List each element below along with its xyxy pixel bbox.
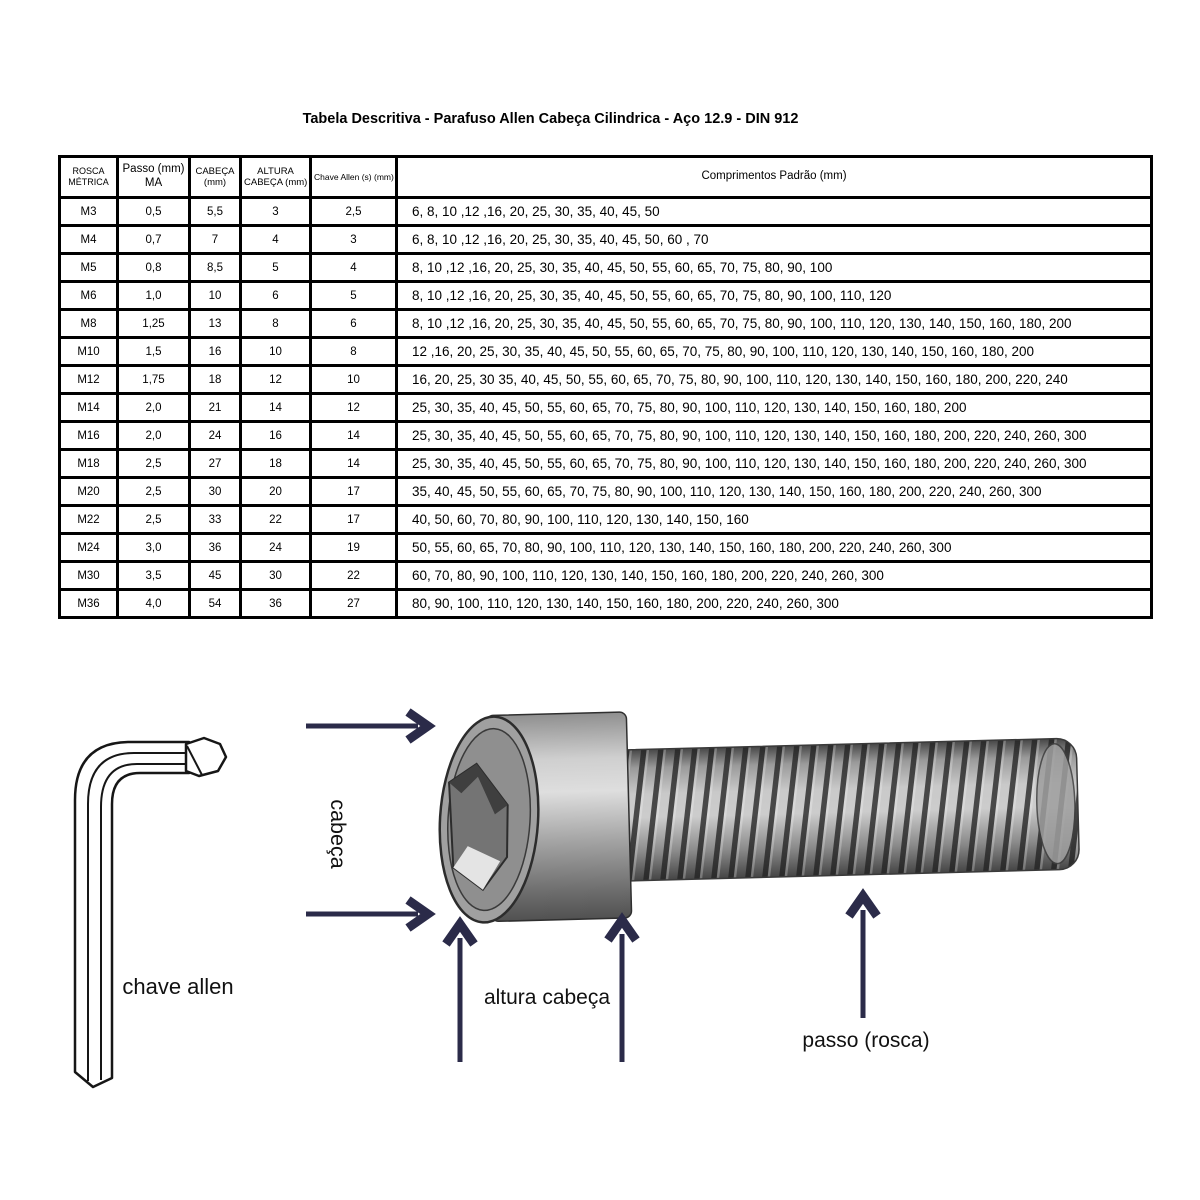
cell-passo: 1,25 [118, 310, 190, 338]
cell-altura: 4 [241, 226, 311, 254]
cell-cabeca: 13 [190, 310, 241, 338]
table-row [60, 450, 1152, 478]
table-row [60, 422, 1152, 450]
table-row [60, 282, 1152, 310]
cell-altura: 12 [241, 366, 311, 394]
cell-chave: 6 [311, 310, 397, 338]
cell-rosca: M3 [60, 198, 118, 226]
cell-chave: 5 [311, 282, 397, 310]
cell-chave: 10 [311, 366, 397, 394]
table-row [60, 506, 1152, 534]
cell-passo: 0,8 [118, 254, 190, 282]
cell-altura: 5 [241, 254, 311, 282]
cell-chave: 22 [311, 562, 397, 590]
table-row [60, 254, 1152, 282]
table-body [60, 198, 1152, 618]
cell-altura: 14 [241, 394, 311, 422]
cell-cabeca: 8,5 [190, 254, 241, 282]
table-row [60, 394, 1152, 422]
cell-chave: 4 [311, 254, 397, 282]
cabeca-arrow-bottom [306, 900, 428, 928]
allen-key-facet-line-2 [101, 764, 189, 1080]
cell-chave: 2,5 [311, 198, 397, 226]
col-header-rosca: ROSCA MÉTRICA [60, 157, 118, 198]
cell-comprimentos: 35, 40, 45, 50, 55, 60, 65, 70, 75, 80, 90, 100, 110, 120, 130, 140, 150, 160, 180, 200, 220, 240, 260, 300 [397, 478, 1152, 506]
screw [428, 697, 1080, 928]
cell-chave: 14 [311, 422, 397, 450]
cell-cabeca: 10 [190, 282, 241, 310]
cell-comprimentos: 80, 90, 100, 110, 120, 130, 140, 150, 160, 180, 200, 220, 240, 260, 300 [397, 590, 1152, 618]
cell-passo: 3,0 [118, 534, 190, 562]
cell-rosca: M18 [60, 450, 118, 478]
cell-altura: 3 [241, 198, 311, 226]
cell-rosca: M10 [60, 338, 118, 366]
cell-rosca: M14 [60, 394, 118, 422]
cell-altura: 8 [241, 310, 311, 338]
table-header-row [60, 157, 1152, 198]
cell-altura: 22 [241, 506, 311, 534]
cell-altura: 36 [241, 590, 311, 618]
cell-comprimentos: 6, 8, 10 ,12 ,16, 20, 25, 30, 35, 40, 45, 50, 60 , 70 [397, 226, 1152, 254]
cell-cabeca: 45 [190, 562, 241, 590]
cell-chave: 17 [311, 506, 397, 534]
cell-altura: 16 [241, 422, 311, 450]
cell-altura: 18 [241, 450, 311, 478]
cell-altura: 10 [241, 338, 311, 366]
cell-cabeca: 24 [190, 422, 241, 450]
cell-rosca: M8 [60, 310, 118, 338]
screw-shaft [598, 738, 1079, 881]
cell-cabeca: 36 [190, 534, 241, 562]
table-row [60, 478, 1152, 506]
spec-table [58, 155, 1153, 619]
table-row [60, 534, 1152, 562]
cell-comprimentos: 60, 70, 80, 90, 100, 110, 120, 130, 140, 150, 160, 180, 200, 220, 240, 260, 300 [397, 562, 1152, 590]
cell-cabeca: 7 [190, 226, 241, 254]
cell-cabeca: 5,5 [190, 198, 241, 226]
screw-head [428, 709, 631, 928]
cell-comprimentos: 6, 8, 10 ,12 ,16, 20, 25, 30, 35, 40, 45, 50 [397, 198, 1152, 226]
cell-cabeca: 21 [190, 394, 241, 422]
cell-passo: 3,5 [118, 562, 190, 590]
table-row [60, 366, 1152, 394]
cell-comprimentos: 25, 30, 35, 40, 45, 50, 55, 60, 65, 70, 75, 80, 90, 100, 110, 120, 130, 140, 150, 160, 180, 200, 220, 240, 260, 300 [397, 422, 1152, 450]
cell-passo: 2,5 [118, 506, 190, 534]
allen-key [75, 738, 226, 1087]
cell-comprimentos: 8, 10 ,12 ,16, 20, 25, 30, 35, 40, 45, 50, 55, 60, 65, 70, 75, 80, 90, 100, 110, 120, 130, 140, 150, 160, 180, 200 [397, 310, 1152, 338]
cell-passo: 2,5 [118, 450, 190, 478]
cell-comprimentos: 8, 10 ,12 ,16, 20, 25, 30, 35, 40, 45, 50, 55, 60, 65, 70, 75, 80, 90, 100, 110, 120 [397, 282, 1152, 310]
cell-rosca: M20 [60, 478, 118, 506]
cell-comprimentos: 40, 50, 60, 70, 80, 90, 100, 110, 120, 130, 140, 150, 160 [397, 506, 1152, 534]
cell-rosca: M12 [60, 366, 118, 394]
cell-rosca: M4 [60, 226, 118, 254]
cell-passo: 2,5 [118, 478, 190, 506]
table-row [60, 590, 1152, 618]
cell-altura: 6 [241, 282, 311, 310]
cell-cabeca: 27 [190, 450, 241, 478]
cabeca-arrow-top [306, 712, 428, 740]
cell-passo: 2,0 [118, 422, 190, 450]
cell-cabeca: 54 [190, 590, 241, 618]
cell-altura: 20 [241, 478, 311, 506]
cell-rosca: M6 [60, 282, 118, 310]
cell-altura: 24 [241, 534, 311, 562]
cell-altura: 30 [241, 562, 311, 590]
cell-passo: 1,75 [118, 366, 190, 394]
cell-rosca: M5 [60, 254, 118, 282]
cell-passo: 1,0 [118, 282, 190, 310]
cell-rosca: M30 [60, 562, 118, 590]
altura-cabeca-arrow-right [608, 920, 636, 1062]
cell-cabeca: 16 [190, 338, 241, 366]
cell-comprimentos: 25, 30, 35, 40, 45, 50, 55, 60, 65, 70, 75, 80, 90, 100, 110, 120, 130, 140, 150, 160, 180, 200 [397, 394, 1152, 422]
cell-chave: 8 [311, 338, 397, 366]
cell-comprimentos: 16, 20, 25, 30 35, 40, 45, 50, 55, 60, 65, 70, 75, 80, 90, 100, 110, 120, 130, 140, 150, 160, 180, 200, 220, 240 [397, 366, 1152, 394]
altura-cabeca-arrow-left [446, 924, 474, 1062]
cell-cabeca: 33 [190, 506, 241, 534]
col-header-passo: Passo (mm) MA [118, 157, 190, 198]
cell-passo: 1,5 [118, 338, 190, 366]
col-header-cabeca: CABEÇA (mm) [190, 157, 241, 198]
cabeca-label: cabeça [326, 799, 350, 869]
col-header-chave-allen: Chave Allen (s) (mm) [311, 157, 397, 198]
allen-key-body [75, 742, 189, 1087]
cell-rosca: M24 [60, 534, 118, 562]
table-row [60, 338, 1152, 366]
cell-chave: 27 [311, 590, 397, 618]
cell-comprimentos: 50, 55, 60, 65, 70, 80, 90, 100, 110, 120, 130, 140, 150, 160, 180, 200, 220, 240, 260, 300 [397, 534, 1152, 562]
cell-chave: 14 [311, 450, 397, 478]
cell-passo: 4,0 [118, 590, 190, 618]
passo-rosca-arrow [849, 896, 877, 1018]
chave-allen-label: chave allen [122, 974, 234, 999]
cell-rosca: M16 [60, 422, 118, 450]
cell-cabeca: 18 [190, 366, 241, 394]
cell-passo: 2,0 [118, 394, 190, 422]
cell-cabeca: 30 [190, 478, 241, 506]
passo-rosca-label: passo (rosca) [802, 1029, 930, 1052]
cell-passo: 0,7 [118, 226, 190, 254]
col-header-comprimentos: Comprimentos Padrão (mm) [397, 157, 1152, 198]
cell-rosca: M22 [60, 506, 118, 534]
cell-chave: 17 [311, 478, 397, 506]
cell-chave: 3 [311, 226, 397, 254]
table-row [60, 562, 1152, 590]
cell-comprimentos: 8, 10 ,12 ,16, 20, 25, 30, 35, 40, 45, 50, 55, 60, 65, 70, 75, 80, 90, 100 [397, 254, 1152, 282]
altura-cabeca-label: altura cabeça [483, 986, 611, 1009]
cell-chave: 19 [311, 534, 397, 562]
cell-rosca: M36 [60, 590, 118, 618]
table-row [60, 226, 1152, 254]
screw-diagram [0, 640, 1200, 1200]
cell-passo: 0,5 [118, 198, 190, 226]
table-row [60, 310, 1152, 338]
cell-comprimentos: 25, 30, 35, 40, 45, 50, 55, 60, 65, 70, 75, 80, 90, 100, 110, 120, 130, 140, 150, 160, 180, 200, 220, 240, 260, 300 [397, 450, 1152, 478]
table-row [60, 198, 1152, 226]
cell-chave: 12 [311, 394, 397, 422]
cell-comprimentos: 12 ,16, 20, 25, 30, 35, 40, 45, 50, 55, 60, 65, 70, 75, 80, 90, 100, 110, 120, 130, 140, 150, 160, 180, 200 [397, 338, 1152, 366]
page-title: Tabela Descritiva - Parafuso Allen Cabeça Cilindrica - Aço 12.9 - DIN 912 [302, 111, 799, 127]
col-header-altura: ALTURA CABEÇA (mm) [241, 157, 311, 198]
